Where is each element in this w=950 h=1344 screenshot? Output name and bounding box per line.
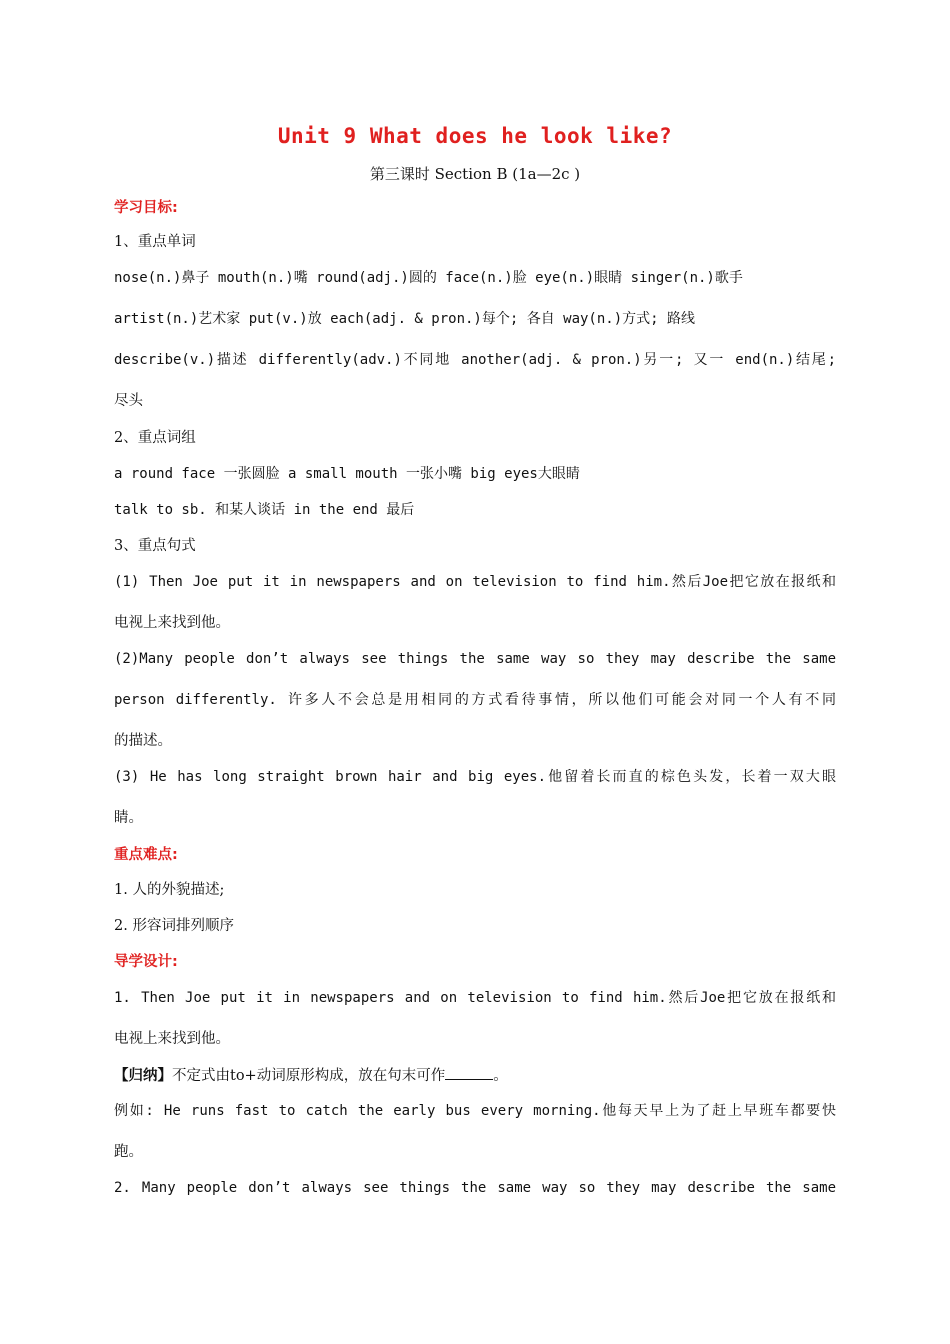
phrase-line: a round face 一张圆脸 a small mouth 一张小嘴 big eyes大眼睛 xyxy=(114,466,580,482)
sentence-line: 的描述。 xyxy=(114,733,172,749)
fill-in-blank[interactable] xyxy=(445,1065,493,1080)
vocab-line: describe(v.)描述 differently(adv.)不同地 another(adj. & pron.)另一; 又一 end(n.)结尾; xyxy=(114,352,836,368)
document-title: Unit 9 What does he look like? xyxy=(277,124,673,148)
key-point-item: 1. 人的外貌描述; xyxy=(114,882,225,898)
guide-line: 电视上来找到他。 xyxy=(114,1031,230,1047)
sentence-line: 电视上来找到他。 xyxy=(114,615,230,631)
sentence-line: (2)Many people don’t always see things the same way so they may describe the same xyxy=(114,651,836,667)
example-line: 例如: He runs fast to catch the early bus every morning.他每天早上为了赶上早班车都要快 xyxy=(114,1103,836,1119)
vocab-line: nose(n.)鼻子 mouth(n.)嘴 round(adj.)圆的 face(n.)脸 eye(n.)眼睛 singer(n.)歌手 xyxy=(114,270,743,286)
sentence-line: (1) Then Joe put it in newspapers and on television to find him.然后Joe把它放在报纸和 xyxy=(114,574,836,590)
objectives-heading: 学习目标: xyxy=(114,200,178,216)
vocab-line: artist(n.)艺术家 put(v.)放 each(adj. & pron.)每个; 各自 way(n.)方式; 路线 xyxy=(114,311,696,327)
phrase-line: talk to sb. 和某人谈话 in the end 最后 xyxy=(114,502,415,518)
guide-line: 1. Then Joe put it in newspapers and on television to find him.然后Joe把它放在报纸和 xyxy=(114,990,836,1006)
summary-label: 【归纳】 xyxy=(114,1067,172,1084)
key-point-item: 2. 形容词排列顺序 xyxy=(114,918,234,934)
vocab-line: 尽头 xyxy=(114,393,143,409)
sentence-line: person differently. 许多人不会总是用相同的方式看待事情，所以他们可能会对同一个人有不同 xyxy=(114,692,836,708)
key-points-heading: 重点难点: xyxy=(114,847,178,863)
guide-heading: 导学设计: xyxy=(114,954,178,970)
summary-text: 不定式由to+动词原形构成，放在句末可作 xyxy=(172,1068,446,1084)
example-line: 跑。 xyxy=(114,1144,143,1160)
phrases-heading: 2、重点词组 xyxy=(114,430,196,446)
guide-item-2: 2. Many people don’t always see things the same way so they may describe the same xyxy=(114,1180,836,1196)
sentence-line: 睛。 xyxy=(114,810,143,826)
document-subtitle: 第三课时 Section B (1a—2c ) xyxy=(369,165,581,183)
vocab-heading: 1、重点单词 xyxy=(114,234,196,250)
sentence-line: (3) He has long straight brown hair and big eyes.他留着长而直的棕色头发，长着一双大眼 xyxy=(114,769,836,785)
sentences-heading: 3、重点句式 xyxy=(114,538,196,554)
summary-end: 。 xyxy=(493,1068,508,1084)
summary-line xyxy=(114,1065,836,1086)
